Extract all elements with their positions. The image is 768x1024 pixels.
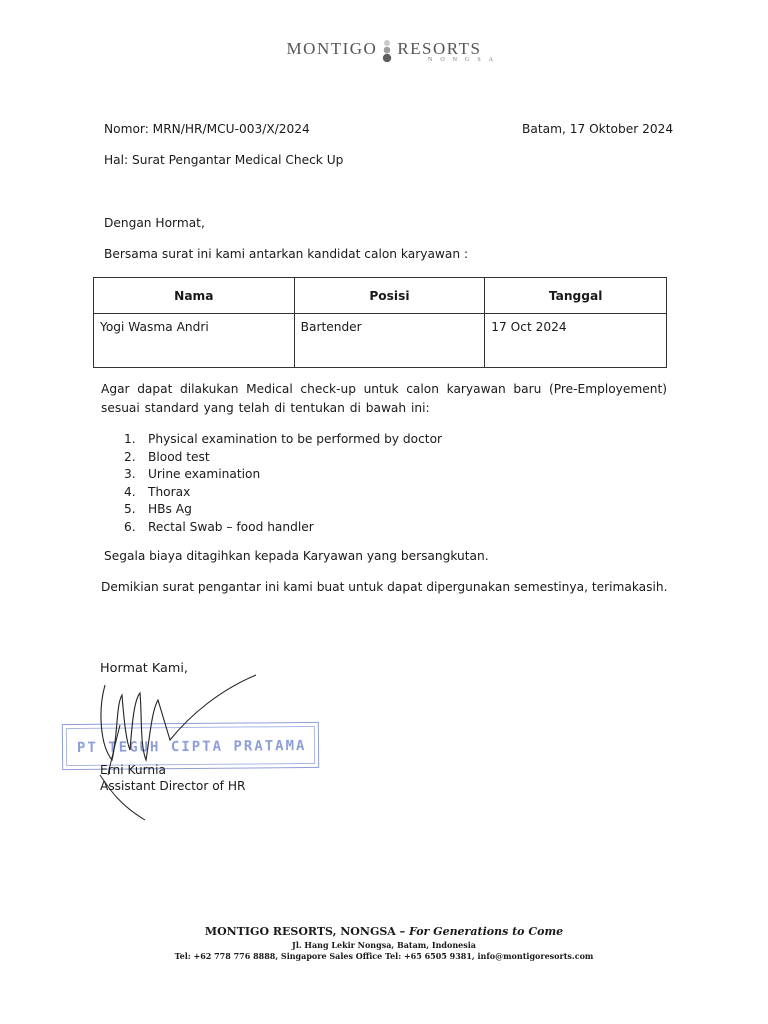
signature-icon: [60, 665, 270, 825]
list-number: 4.: [124, 484, 136, 499]
list-item: [101, 519, 442, 537]
brand-subtitle: NONGSA: [428, 57, 502, 63]
header-posisi: Posisi: [294, 278, 485, 314]
footer-company-name: MONTIGO RESORTS, NONGSA: [204, 925, 396, 938]
list-number: 6.: [124, 519, 136, 534]
list-text: Thorax: [148, 484, 191, 499]
list-text: Blood test: [148, 449, 210, 464]
list-item: [101, 466, 442, 484]
footer-tagline: – For Generations to Come: [399, 925, 564, 938]
stamp-text: PT TEGUH CIPTA PRATAMA: [76, 737, 307, 756]
header-nama: Nama: [94, 278, 295, 314]
greeting: Dengan Hormat,: [104, 216, 205, 230]
list-number: 5.: [124, 502, 136, 517]
letter-place-date: Batam, 17 Oktober 2024: [522, 122, 674, 136]
intro-text: Bersama surat ini kami antarkan kandidat calon karyawan :: [104, 247, 469, 261]
list-item: [101, 431, 442, 449]
letter-number: Nomor: MRN/HR/MCU-003/X/2024: [104, 122, 310, 136]
list-item: [101, 501, 442, 519]
list-text: HBs Ag: [148, 502, 192, 517]
candidate-table: [93, 277, 667, 368]
letterhead-logo: [0, 36, 768, 62]
header-tanggal: Tanggal: [485, 278, 667, 314]
cell-tanggal: 17 Oct 2024: [485, 314, 667, 368]
brand-name-right: RESORTS: [397, 39, 482, 58]
requirements-list: [101, 431, 442, 537]
cost-note: Segala biaya ditagihkan kepada Karyawan yang bersangkutan.: [104, 549, 489, 563]
list-number: 2.: [124, 449, 136, 464]
signer-name: Erni Kurnia: [100, 763, 166, 777]
table-row: [94, 314, 667, 368]
list-text: Urine examination: [148, 467, 261, 482]
list-item: [101, 484, 442, 502]
footer-address: Jl. Hang Lekir Nongsa, Batam, Indonesia: [292, 940, 476, 950]
closing-paragraph: Demikian surat pengantar ini kami buat untuk dapat dipergunakan semestinya, terimakasih.: [101, 580, 668, 594]
letter-subject: Hal: Surat Pengantar Medical Check Up: [104, 153, 344, 167]
footer-company: [0, 925, 768, 938]
list-text: Rectal Swab – food handler: [148, 519, 314, 534]
brand-name-left: MONTIGO: [286, 39, 378, 58]
signer-title: Assistant Director of HR: [100, 779, 246, 793]
list-text: Physical examination to be performed by doctor: [148, 432, 443, 446]
list-item: [101, 449, 442, 467]
closing-salutation: Hormat Kami,: [100, 661, 188, 676]
cell-nama: Yogi Wasma Andri: [94, 314, 295, 368]
cell-posisi: Bartender: [294, 314, 485, 368]
montigo-logo-icon: [381, 39, 393, 65]
footer-contacts: Tel: +62 778 776 8888, Singapore Sales Office Tel: +65 6505 9381, info@montigoresorts.com: [174, 951, 594, 961]
table-header-row: [94, 278, 667, 314]
list-number: 3.: [124, 467, 136, 482]
list-number: 1.: [124, 432, 136, 446]
body-paragraph: Agar dapat dilakukan Medical check-up untuk calon karyawan baru (Pre-Employement) sesuai standard yang telah di tentukan di bawah ini:: [101, 382, 667, 415]
